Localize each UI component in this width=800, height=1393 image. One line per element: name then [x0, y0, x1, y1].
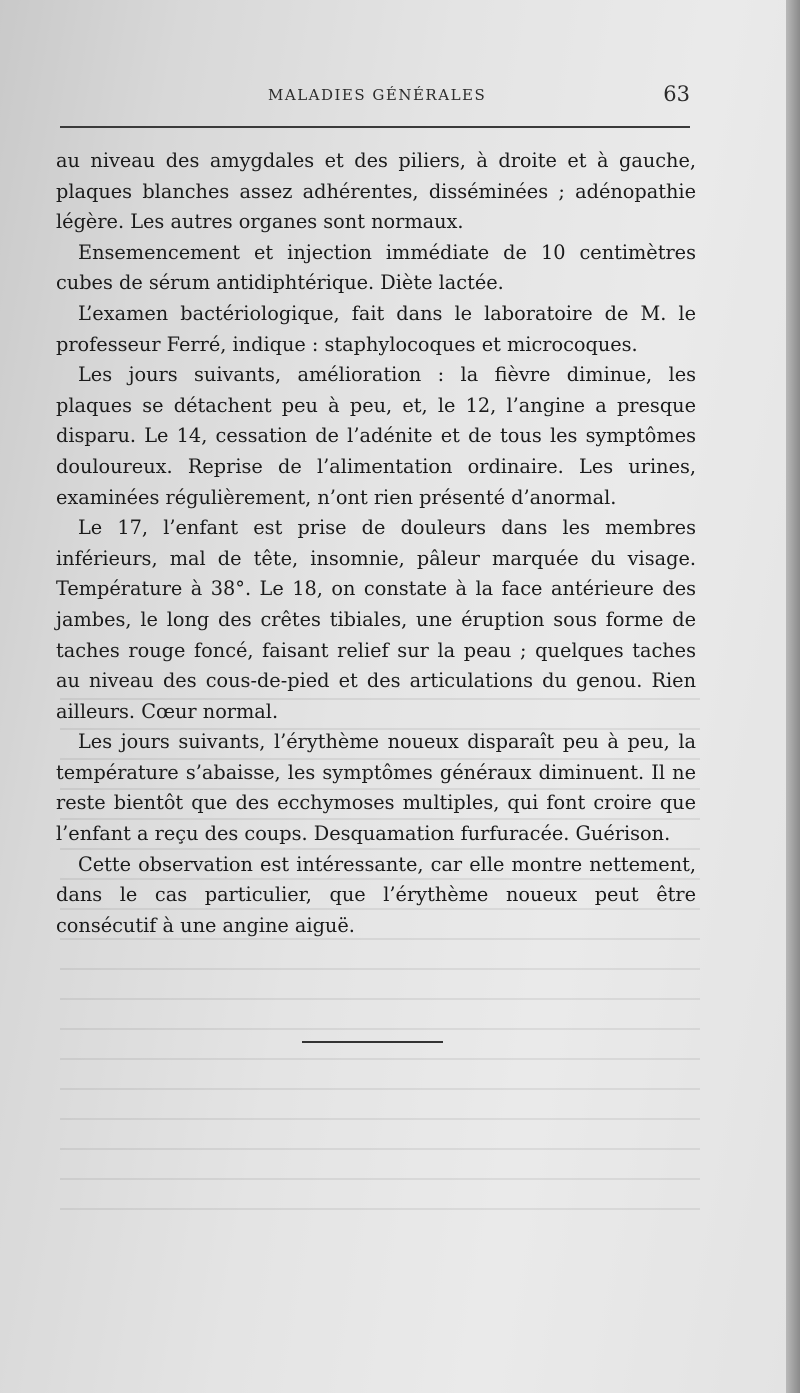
- paragraph: Les jours suivants, l’érythème noueux disparaît peu à peu, la température s’abaisse, les symptômes généraux diminuent. Il ne reste bientôt que des ecchymoses multiples, qui font croire que l’enfant a reçu des coups. Desquamation furfuracée. Guérison.: [56, 730, 696, 846]
- end-rule: [302, 1041, 443, 1043]
- paragraph: Cette observation est intéressante, car elle montre nettement, dans le cas particulier, que l’érythème noueux peut être consécutif à une angine aiguë.: [56, 852, 696, 937]
- page-number: 63: [663, 82, 690, 106]
- running-title: MALADIES GÉNÉRALES: [268, 86, 487, 104]
- paragraph: L’examen bactériologique, fait dans le laboratoire de M. le professeur Ferré, indique : staphylocoques et microcoques.: [56, 301, 696, 356]
- page-header: [60, 80, 690, 114]
- body-text: [56, 146, 696, 941]
- paragraph: au niveau des amygdales et des piliers, à droite et à gauche, plaques blanches assez adhérentes, disséminées ; adénopathie légère. Les autres organes sont normaux.: [56, 149, 696, 234]
- header-rule: [60, 126, 690, 128]
- paragraph: Les jours suivants, amélioration : la fièvre diminue, les plaques se détachent peu à peu, et, le 12, l’angine a presque disparu. Le 14, cessation de l’adénite et de tous les symptômes douloureux. Reprise de l’alimentation ordinaire. Les urines, examinées régulièrement, n’ont rien présenté d’anormal.: [56, 363, 696, 509]
- page-edge: [786, 0, 800, 1393]
- paragraph: Le 17, l’enfant est prise de douleurs dans les membres inférieurs, mal de tête, insomnie, pâleur marquée du visage. Température à 38°. Le 18, on constate à la face antérieure des jambes, le long des crêtes tibiales, une éruption sous forme de taches rouge foncé, faisant relief sur la peau ; quelques taches au niveau des cous-de-pied et des articulations du genou. Rien ailleurs. Cœur normal.: [56, 516, 696, 723]
- paragraph: Ensemencement et injection immédiate de 10 centimètres cubes de sérum antidiphtérique. Diète lactée.: [56, 240, 696, 295]
